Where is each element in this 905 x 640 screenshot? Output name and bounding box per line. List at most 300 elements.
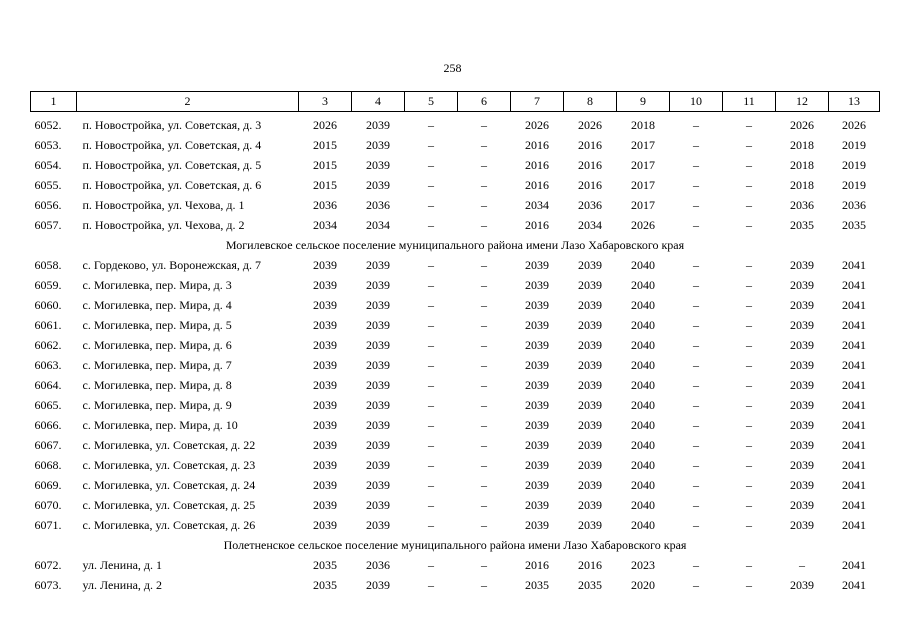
row-number: 6062. bbox=[34, 338, 62, 352]
year-cell: 2026 bbox=[631, 218, 655, 232]
table-row bbox=[31, 335, 880, 355]
year-cell: 2036 bbox=[313, 198, 337, 212]
address-cell: п. Новостройка, ул. Советская, д. 3 bbox=[82, 118, 262, 132]
year-cell: 2039 bbox=[790, 418, 814, 432]
year-cell: 2039 bbox=[578, 518, 602, 532]
year-cell: 2039 bbox=[366, 438, 390, 452]
year-cell: 2039 bbox=[525, 518, 549, 532]
row-number: 6063. bbox=[34, 358, 62, 372]
year-cell: 2039 bbox=[313, 298, 337, 312]
year-cell: 2019 bbox=[842, 138, 866, 152]
year-cell: 2039 bbox=[313, 478, 337, 492]
year-cell: 2026 bbox=[525, 118, 549, 132]
year-cell: 2039 bbox=[313, 518, 337, 532]
year-cell: 2041 bbox=[842, 258, 866, 272]
year-cell: 2039 bbox=[578, 478, 602, 492]
year-cell: 2039 bbox=[366, 178, 390, 192]
year-cell: 2015 bbox=[313, 158, 337, 172]
year-cell: – bbox=[746, 418, 752, 432]
section-row bbox=[31, 535, 880, 555]
table-row bbox=[31, 135, 880, 155]
year-cell: – bbox=[481, 218, 487, 232]
year-cell: 2039 bbox=[366, 318, 390, 332]
year-cell: 2039 bbox=[366, 418, 390, 432]
year-cell: 2039 bbox=[366, 578, 390, 592]
year-cell: – bbox=[481, 178, 487, 192]
table-row bbox=[31, 435, 880, 455]
year-cell: 2039 bbox=[525, 358, 549, 372]
table-row bbox=[31, 255, 880, 275]
year-cell: – bbox=[428, 578, 434, 592]
year-cell: 2041 bbox=[842, 418, 866, 432]
year-cell: 2039 bbox=[366, 378, 390, 392]
year-cell: 2035 bbox=[578, 578, 602, 592]
year-cell: – bbox=[746, 278, 752, 292]
year-cell: 2039 bbox=[525, 438, 549, 452]
year-cell: 2040 bbox=[631, 338, 655, 352]
year-cell: 2015 bbox=[313, 138, 337, 152]
year-cell: 2041 bbox=[842, 478, 866, 492]
table-row bbox=[31, 112, 880, 136]
row-number: 6064. bbox=[34, 378, 62, 392]
table-row bbox=[31, 315, 880, 335]
year-cell: – bbox=[693, 558, 699, 572]
row-number: 6066. bbox=[34, 418, 62, 432]
year-cell: 2041 bbox=[842, 458, 866, 472]
year-cell: 2026 bbox=[842, 118, 866, 132]
year-cell: 2039 bbox=[578, 418, 602, 432]
year-cell: 2039 bbox=[366, 118, 390, 132]
year-cell: 2039 bbox=[578, 438, 602, 452]
year-cell: – bbox=[428, 158, 434, 172]
year-cell: – bbox=[693, 398, 699, 412]
year-cell: 2036 bbox=[366, 198, 390, 212]
address-cell: с. Могилевка, пер. Мира, д. 3 bbox=[82, 278, 232, 292]
year-cell: 2039 bbox=[313, 418, 337, 432]
year-cell: – bbox=[693, 298, 699, 312]
address-cell: с. Могилевка, пер. Мира, д. 4 bbox=[82, 298, 232, 312]
column-header-1: 1 bbox=[31, 92, 77, 112]
year-cell: 2040 bbox=[631, 278, 655, 292]
year-cell: – bbox=[746, 118, 752, 132]
year-cell: 2040 bbox=[631, 358, 655, 372]
year-cell: – bbox=[481, 278, 487, 292]
column-header-10: 10 bbox=[670, 92, 723, 112]
address-cell: с. Могилевка, ул. Советская, д. 26 bbox=[82, 518, 256, 532]
year-cell: – bbox=[746, 298, 752, 312]
table-row bbox=[31, 415, 880, 435]
column-header-2: 2 bbox=[77, 92, 299, 112]
year-cell: 2041 bbox=[842, 298, 866, 312]
address-cell: с. Могилевка, ул. Советская, д. 25 bbox=[82, 498, 256, 512]
year-cell: – bbox=[693, 418, 699, 432]
year-cell: – bbox=[428, 358, 434, 372]
year-cell: 2039 bbox=[578, 338, 602, 352]
year-cell: 2018 bbox=[790, 158, 814, 172]
year-cell: 2026 bbox=[578, 118, 602, 132]
header-row bbox=[31, 92, 880, 112]
year-cell: – bbox=[693, 318, 699, 332]
year-cell: – bbox=[693, 578, 699, 592]
column-header-9: 9 bbox=[617, 92, 670, 112]
year-cell: 2039 bbox=[790, 578, 814, 592]
table-row bbox=[31, 275, 880, 295]
year-cell: – bbox=[746, 318, 752, 332]
column-header-6: 6 bbox=[458, 92, 511, 112]
year-cell: 2039 bbox=[525, 478, 549, 492]
year-cell: 2016 bbox=[525, 558, 549, 572]
year-cell: – bbox=[428, 518, 434, 532]
year-cell: – bbox=[693, 118, 699, 132]
year-cell: – bbox=[746, 498, 752, 512]
year-cell: 2039 bbox=[578, 398, 602, 412]
year-cell: 2041 bbox=[842, 318, 866, 332]
year-cell: 2039 bbox=[790, 478, 814, 492]
page-number: 258 bbox=[443, 61, 462, 75]
year-cell: 2039 bbox=[313, 378, 337, 392]
year-cell: 2035 bbox=[313, 558, 337, 572]
table-row bbox=[31, 175, 880, 195]
address-cell: п. Новостройка, ул. Чехова, д. 1 bbox=[82, 198, 245, 212]
year-cell: 2039 bbox=[790, 318, 814, 332]
row-number: 6067. bbox=[34, 438, 62, 452]
year-cell: – bbox=[693, 258, 699, 272]
year-cell: 2040 bbox=[631, 478, 655, 492]
year-cell: 2039 bbox=[525, 338, 549, 352]
year-cell: 2016 bbox=[578, 158, 602, 172]
year-cell: – bbox=[746, 398, 752, 412]
row-number: 6058. bbox=[34, 258, 62, 272]
row-number: 6056. bbox=[34, 198, 62, 212]
year-cell: 2036 bbox=[842, 198, 866, 212]
year-cell: 2039 bbox=[790, 518, 814, 532]
row-number: 6057. bbox=[34, 218, 62, 232]
table-row bbox=[31, 495, 880, 515]
year-cell: 2035 bbox=[842, 218, 866, 232]
year-cell: 2039 bbox=[366, 458, 390, 472]
year-cell: 2039 bbox=[313, 438, 337, 452]
year-cell: 2040 bbox=[631, 378, 655, 392]
year-cell: 2039 bbox=[366, 138, 390, 152]
year-cell: 2040 bbox=[631, 398, 655, 412]
row-number: 6071. bbox=[34, 518, 62, 532]
column-header-8: 8 bbox=[564, 92, 617, 112]
column-header-13: 13 bbox=[829, 92, 880, 112]
year-cell: 2020 bbox=[631, 578, 655, 592]
year-cell: – bbox=[693, 138, 699, 152]
year-cell: 2039 bbox=[790, 438, 814, 452]
table-row bbox=[31, 355, 880, 375]
address-cell: с. Гордеково, ул. Воронежская, д. 7 bbox=[82, 258, 261, 272]
year-cell: 2035 bbox=[313, 578, 337, 592]
table-row bbox=[31, 555, 880, 575]
address-cell: с. Могилевка, ул. Советская, д. 22 bbox=[82, 438, 256, 452]
year-cell: – bbox=[746, 338, 752, 352]
row-number: 6053. bbox=[34, 138, 62, 152]
table-row bbox=[31, 295, 880, 315]
year-cell: 2016 bbox=[525, 138, 549, 152]
year-cell: 2039 bbox=[366, 258, 390, 272]
year-cell: 2035 bbox=[525, 578, 549, 592]
year-cell: 2039 bbox=[578, 458, 602, 472]
year-cell: – bbox=[481, 358, 487, 372]
year-cell: 2016 bbox=[578, 138, 602, 152]
address-cell: п. Новостройка, ул. Советская, д. 4 bbox=[82, 138, 262, 152]
address-cell: с. Могилевка, пер. Мира, д. 7 bbox=[82, 358, 232, 372]
year-cell: 2039 bbox=[790, 458, 814, 472]
year-cell: – bbox=[746, 458, 752, 472]
year-cell: – bbox=[428, 138, 434, 152]
year-cell: – bbox=[746, 218, 752, 232]
year-cell: 2039 bbox=[790, 378, 814, 392]
year-cell: 2041 bbox=[842, 278, 866, 292]
year-cell: 2039 bbox=[578, 278, 602, 292]
data-table bbox=[30, 91, 880, 595]
address-cell: с. Могилевка, пер. Мира, д. 5 bbox=[82, 318, 232, 332]
year-cell: 2039 bbox=[313, 458, 337, 472]
year-cell: 2039 bbox=[366, 358, 390, 372]
year-cell: – bbox=[481, 578, 487, 592]
year-cell: – bbox=[693, 378, 699, 392]
year-cell: 2040 bbox=[631, 458, 655, 472]
year-cell: 2039 bbox=[790, 358, 814, 372]
year-cell: 2039 bbox=[313, 338, 337, 352]
table-row bbox=[31, 475, 880, 495]
year-cell: 2034 bbox=[525, 198, 549, 212]
year-cell: 2039 bbox=[525, 258, 549, 272]
year-cell: 2039 bbox=[578, 298, 602, 312]
year-cell: 2041 bbox=[842, 558, 866, 572]
year-cell: 2039 bbox=[313, 258, 337, 272]
year-cell: – bbox=[746, 178, 752, 192]
year-cell: 2023 bbox=[631, 558, 655, 572]
year-cell: – bbox=[428, 118, 434, 132]
year-cell: – bbox=[746, 478, 752, 492]
year-cell: – bbox=[481, 298, 487, 312]
column-header-12: 12 bbox=[776, 92, 829, 112]
year-cell: – bbox=[693, 358, 699, 372]
year-cell: 2039 bbox=[790, 398, 814, 412]
table-row bbox=[31, 155, 880, 175]
year-cell: 2041 bbox=[842, 498, 866, 512]
year-cell: 2039 bbox=[525, 278, 549, 292]
row-number: 6073. bbox=[34, 578, 62, 592]
year-cell: 2016 bbox=[578, 558, 602, 572]
year-cell: – bbox=[428, 258, 434, 272]
year-cell: – bbox=[693, 278, 699, 292]
column-header-7: 7 bbox=[511, 92, 564, 112]
year-cell: – bbox=[693, 458, 699, 472]
year-cell: 2039 bbox=[313, 398, 337, 412]
year-cell: 2040 bbox=[631, 498, 655, 512]
year-cell: – bbox=[746, 198, 752, 212]
year-cell: – bbox=[693, 338, 699, 352]
year-cell: 2039 bbox=[366, 158, 390, 172]
address-cell: с. Могилевка, пер. Мира, д. 6 bbox=[82, 338, 232, 352]
year-cell: 2036 bbox=[578, 198, 602, 212]
address-cell: ул. Ленина, д. 2 bbox=[82, 578, 163, 592]
year-cell: 2036 bbox=[366, 558, 390, 572]
year-cell: 2039 bbox=[366, 338, 390, 352]
year-cell: 2041 bbox=[842, 438, 866, 452]
year-cell: – bbox=[428, 458, 434, 472]
year-cell: 2041 bbox=[842, 378, 866, 392]
row-number: 6068. bbox=[34, 458, 62, 472]
section-title: Полетненское сельское поселение муниципального района имени Лазо Хабаровского края bbox=[223, 538, 687, 552]
year-cell: – bbox=[481, 498, 487, 512]
year-cell: 2018 bbox=[790, 178, 814, 192]
year-cell: – bbox=[693, 218, 699, 232]
year-cell: 2039 bbox=[525, 418, 549, 432]
year-cell: 2018 bbox=[790, 138, 814, 152]
year-cell: 2040 bbox=[631, 318, 655, 332]
year-cell: – bbox=[428, 378, 434, 392]
year-cell: 2015 bbox=[313, 178, 337, 192]
table-row bbox=[31, 515, 880, 535]
year-cell: 2018 bbox=[631, 118, 655, 132]
year-cell: – bbox=[481, 138, 487, 152]
year-cell: – bbox=[693, 158, 699, 172]
table-row bbox=[31, 575, 880, 595]
year-cell: – bbox=[693, 498, 699, 512]
year-cell: – bbox=[481, 458, 487, 472]
table-row bbox=[31, 375, 880, 395]
column-header-3: 3 bbox=[299, 92, 352, 112]
year-cell: 2026 bbox=[790, 118, 814, 132]
year-cell: – bbox=[746, 358, 752, 372]
year-cell: 2026 bbox=[313, 118, 337, 132]
year-cell: – bbox=[428, 478, 434, 492]
year-cell: – bbox=[746, 558, 752, 572]
row-number: 6061. bbox=[34, 318, 62, 332]
year-cell: 2019 bbox=[842, 178, 866, 192]
year-cell: 2039 bbox=[525, 318, 549, 332]
section-title: Могилевское сельское поселение муниципального района имени Лазо Хабаровского края bbox=[225, 238, 685, 252]
row-number: 6052. bbox=[34, 118, 62, 132]
year-cell: 2036 bbox=[790, 198, 814, 212]
year-cell: 2039 bbox=[525, 498, 549, 512]
address-cell: с. Могилевка, пер. Мира, д. 10 bbox=[82, 418, 238, 432]
section-row bbox=[31, 235, 880, 255]
year-cell: 2039 bbox=[790, 338, 814, 352]
row-number: 6072. bbox=[34, 558, 62, 572]
year-cell: – bbox=[481, 338, 487, 352]
table-row bbox=[31, 395, 880, 415]
year-cell: 2039 bbox=[578, 358, 602, 372]
year-cell: 2039 bbox=[578, 258, 602, 272]
year-cell: – bbox=[693, 438, 699, 452]
year-cell: – bbox=[481, 518, 487, 532]
year-cell: 2017 bbox=[631, 138, 655, 152]
address-cell: п. Новостройка, ул. Советская, д. 5 bbox=[82, 158, 262, 172]
year-cell: 2034 bbox=[366, 218, 390, 232]
year-cell: – bbox=[799, 558, 805, 572]
year-cell: – bbox=[428, 438, 434, 452]
year-cell: 2016 bbox=[525, 158, 549, 172]
year-cell: 2039 bbox=[525, 398, 549, 412]
row-number: 6069. bbox=[34, 478, 62, 492]
year-cell: 2039 bbox=[790, 278, 814, 292]
year-cell: 2039 bbox=[578, 498, 602, 512]
year-cell: – bbox=[481, 398, 487, 412]
year-cell: 2041 bbox=[842, 358, 866, 372]
year-cell: – bbox=[693, 198, 699, 212]
year-cell: – bbox=[481, 418, 487, 432]
row-number: 6054. bbox=[34, 158, 62, 172]
column-header-4: 4 bbox=[352, 92, 405, 112]
table-row bbox=[31, 195, 880, 215]
year-cell: 2039 bbox=[366, 498, 390, 512]
year-cell: – bbox=[693, 178, 699, 192]
year-cell: – bbox=[481, 158, 487, 172]
year-cell: – bbox=[428, 278, 434, 292]
address-cell: с. Могилевка, ул. Советская, д. 24 bbox=[82, 478, 256, 492]
year-cell: – bbox=[481, 378, 487, 392]
year-cell: – bbox=[428, 398, 434, 412]
year-cell: 2039 bbox=[578, 378, 602, 392]
year-cell: – bbox=[693, 478, 699, 492]
year-cell: – bbox=[746, 578, 752, 592]
row-number: 6055. bbox=[34, 178, 62, 192]
year-cell: 2035 bbox=[790, 218, 814, 232]
year-cell: – bbox=[693, 518, 699, 532]
year-cell: 2039 bbox=[366, 298, 390, 312]
year-cell: – bbox=[428, 218, 434, 232]
year-cell: 2040 bbox=[631, 298, 655, 312]
year-cell: 2040 bbox=[631, 258, 655, 272]
year-cell: 2017 bbox=[631, 158, 655, 172]
row-number: 6059. bbox=[34, 278, 62, 292]
year-cell: – bbox=[746, 258, 752, 272]
year-cell: 2016 bbox=[578, 178, 602, 192]
year-cell: – bbox=[746, 518, 752, 532]
year-cell: – bbox=[428, 298, 434, 312]
year-cell: 2041 bbox=[842, 338, 866, 352]
address-cell: с. Могилевка, пер. Мира, д. 9 bbox=[82, 398, 232, 412]
year-cell: 2016 bbox=[525, 178, 549, 192]
year-cell: – bbox=[481, 438, 487, 452]
year-cell: 2039 bbox=[790, 298, 814, 312]
year-cell: 2039 bbox=[313, 498, 337, 512]
year-cell: 2039 bbox=[525, 458, 549, 472]
year-cell: – bbox=[428, 178, 434, 192]
year-cell: 2039 bbox=[313, 318, 337, 332]
address-cell: с. Могилевка, пер. Мира, д. 8 bbox=[82, 378, 232, 392]
year-cell: 2041 bbox=[842, 578, 866, 592]
year-cell: 2039 bbox=[790, 258, 814, 272]
year-cell: – bbox=[428, 498, 434, 512]
year-cell: 2039 bbox=[790, 498, 814, 512]
year-cell: 2040 bbox=[631, 418, 655, 432]
year-cell: 2039 bbox=[366, 398, 390, 412]
year-cell: 2034 bbox=[313, 218, 337, 232]
year-cell: 2040 bbox=[631, 518, 655, 532]
year-cell: – bbox=[746, 138, 752, 152]
year-cell: – bbox=[428, 198, 434, 212]
year-cell: 2040 bbox=[631, 438, 655, 452]
row-number: 6060. bbox=[34, 298, 62, 312]
column-header-11: 11 bbox=[723, 92, 776, 112]
year-cell: 2039 bbox=[313, 278, 337, 292]
year-cell: 2041 bbox=[842, 518, 866, 532]
year-cell: 2039 bbox=[578, 318, 602, 332]
row-number: 6070. bbox=[34, 498, 62, 512]
year-cell: 2039 bbox=[366, 278, 390, 292]
year-cell: – bbox=[481, 558, 487, 572]
year-cell: 2019 bbox=[842, 158, 866, 172]
year-cell: – bbox=[428, 318, 434, 332]
year-cell: – bbox=[746, 378, 752, 392]
